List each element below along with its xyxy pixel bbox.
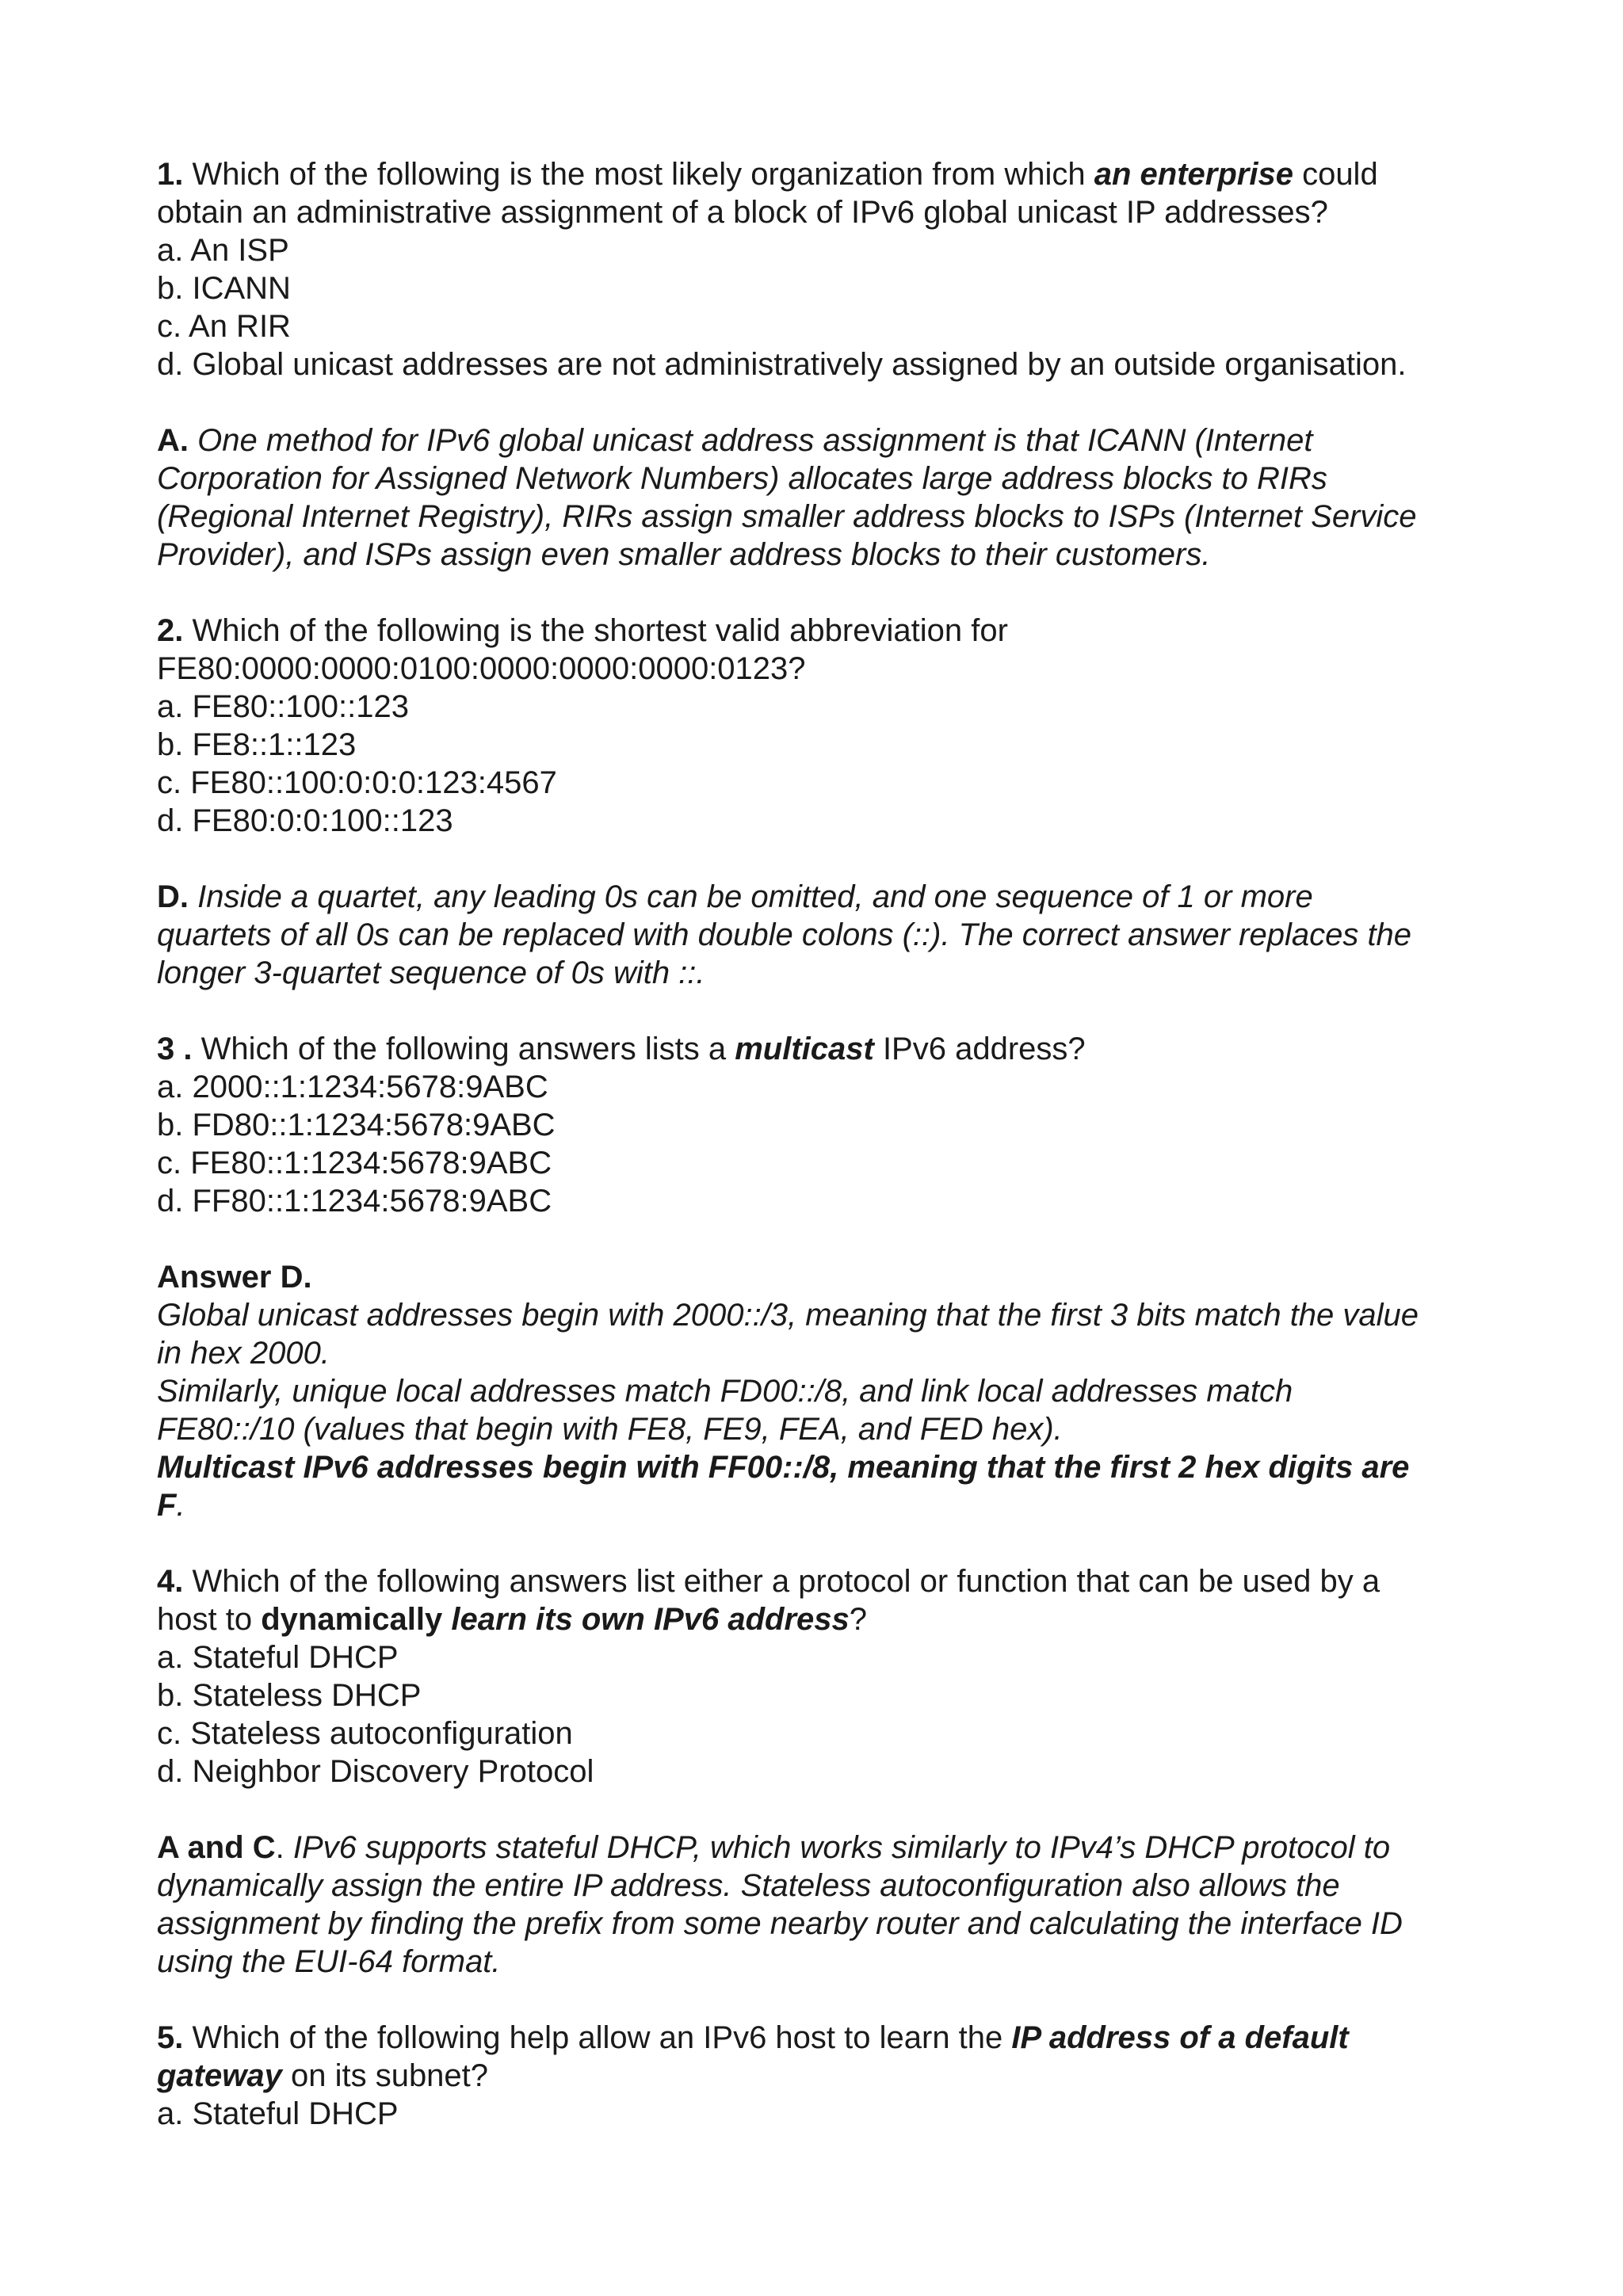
- option-b: b. Stateless DHCP: [157, 1678, 422, 1713]
- option-c: c. FE80::100:0:0:0:123:4567: [157, 765, 557, 800]
- answer-text: longer 3-quartet sequence of 0s with ::.: [157, 955, 705, 990]
- answer-text: FE80::/10 (values that begin with FE8, FE9, FEA, and FED hex).: [157, 1412, 1063, 1447]
- answer-text: Global unicast addresses begin with 2000::/3, meaning that the first 3 bits match the value: [157, 1298, 1419, 1333]
- question-text: ?: [849, 1602, 868, 1637]
- option-d: d. FF80::1:1234:5678:9ABC: [157, 1184, 552, 1219]
- question-text: Which of the following answers list either a protocol or function that can be used by a: [183, 1564, 1381, 1599]
- option-c: c. An RIR: [157, 309, 291, 344]
- answer-label: D.: [157, 879, 189, 914]
- question-text: obtain an administrative assignment of a block of IPv6 global unicast IP addresses?: [157, 195, 1328, 230]
- answer-text: .: [275, 1830, 285, 1865]
- answer-text: Provider), and ISPs assign even smaller address blocks to their customers.: [157, 537, 1211, 572]
- answer-1: [157, 421, 1488, 574]
- option-c: c. FE80::1:1234:5678:9ABC: [157, 1146, 552, 1180]
- answer-text: .: [176, 1488, 185, 1523]
- answer-text: Similarly, unique local addresses match FD00::/8, and link local addresses match: [157, 1374, 1293, 1409]
- question-text: Which of the following is the most likely organization from which: [183, 157, 1094, 192]
- question-number: 5.: [157, 2020, 184, 2055]
- answer-text: dynamically assign the entire IP address. Stateless autoconfiguration also allows the: [157, 1868, 1340, 1903]
- answer-text: in hex 2000.: [157, 1336, 330, 1371]
- question-text: Which of the following answers lists a: [192, 1032, 735, 1066]
- question-text: could: [1293, 157, 1378, 192]
- option-b: b. FD80::1:1234:5678:9ABC: [157, 1108, 556, 1142]
- question-number: 2.: [157, 613, 184, 648]
- question-emphasis: an enterprise: [1094, 157, 1293, 192]
- question-text: on its subnet?: [281, 2058, 489, 2093]
- answer-text: Inside a quartet, any leading 0s can be omitted, and one sequence of 1 or more: [189, 879, 1313, 914]
- question-number: 4.: [157, 1564, 184, 1599]
- answer-text: Corporation for Assigned Network Numbers) allocates large address blocks to RIRs: [157, 461, 1327, 496]
- answer-emphasis: Multicast IPv6 addresses begin with FF00::/8, meaning that the first 2 hex digits are: [157, 1450, 1410, 1485]
- option-a: a. FE80::100::123: [157, 689, 410, 724]
- option-d: d. Global unicast addresses are not administratively assigned by an outside organisation.: [157, 347, 1407, 382]
- question-emphasis: gateway: [157, 2058, 282, 2093]
- question-emphasis: dynamically: [261, 1602, 443, 1637]
- question-2: [157, 612, 1488, 840]
- option-a: a. 2000::1:1234:5678:9ABC: [157, 1070, 548, 1104]
- option-a: a. Stateful DHCP: [157, 2096, 399, 2131]
- option-b: b. ICANN: [157, 271, 291, 306]
- answer-3: [157, 1258, 1488, 1524]
- answer-text: assignment by finding the prefix from some nearby router and calculating the interface ID: [157, 1906, 1403, 1941]
- question-4: [157, 1562, 1488, 1791]
- option-a: a. Stateful DHCP: [157, 1640, 399, 1675]
- question-number: 3 .: [157, 1032, 193, 1066]
- question-text: host to: [157, 1602, 262, 1637]
- answer-text: using the EUI-64 format.: [157, 1944, 501, 1979]
- question-emphasis: learn its own IPv6 address: [442, 1602, 850, 1637]
- answer-4: [157, 1829, 1488, 1981]
- answer-text: One method for IPv6 global unicast address assignment is that ICANN (Internet: [189, 423, 1313, 458]
- answer-text: IPv6 supports stateful DHCP, which works similarly to IPv4’s DHCP protocol to: [284, 1830, 1391, 1865]
- answer-text: (Regional Internet Registry), RIRs assign smaller address blocks to ISPs (Internet Service: [157, 499, 1417, 534]
- option-d: d. FE80:0:0:100::123: [157, 803, 453, 838]
- question-number: 1.: [157, 157, 184, 192]
- answer-label: A.: [157, 423, 189, 458]
- question-1: [157, 155, 1488, 383]
- answer-label: A and C: [157, 1830, 276, 1865]
- answer-text: quartets of all 0s can be replaced with double colons (::). The correct answer replaces the: [157, 917, 1412, 952]
- answer-2: [157, 878, 1488, 992]
- question-text: FE80:0000:0000:0100:0000:0000:0000:0123?: [157, 651, 806, 686]
- option-d: d. Neighbor Discovery Protocol: [157, 1754, 594, 1789]
- question-text: Which of the following help allow an IPv6 host to learn the: [183, 2020, 1012, 2055]
- option-b: b. FE8::1::123: [157, 727, 357, 762]
- document-page: [157, 155, 1488, 2133]
- answer-emphasis: F: [157, 1488, 177, 1523]
- question-5: [157, 2019, 1488, 2133]
- question-emphasis: multicast: [735, 1032, 874, 1066]
- question-text: IPv6 address?: [873, 1032, 1086, 1066]
- option-a: a. An ISP: [157, 233, 289, 268]
- question-3: [157, 1030, 1488, 1220]
- answer-label: Answer D.: [157, 1260, 312, 1295]
- option-c: c. Stateless autoconfiguration: [157, 1716, 573, 1751]
- question-text: Which of the following is the shortest valid abbreviation for: [183, 613, 1008, 648]
- question-emphasis: IP address of a default: [1011, 2020, 1349, 2055]
